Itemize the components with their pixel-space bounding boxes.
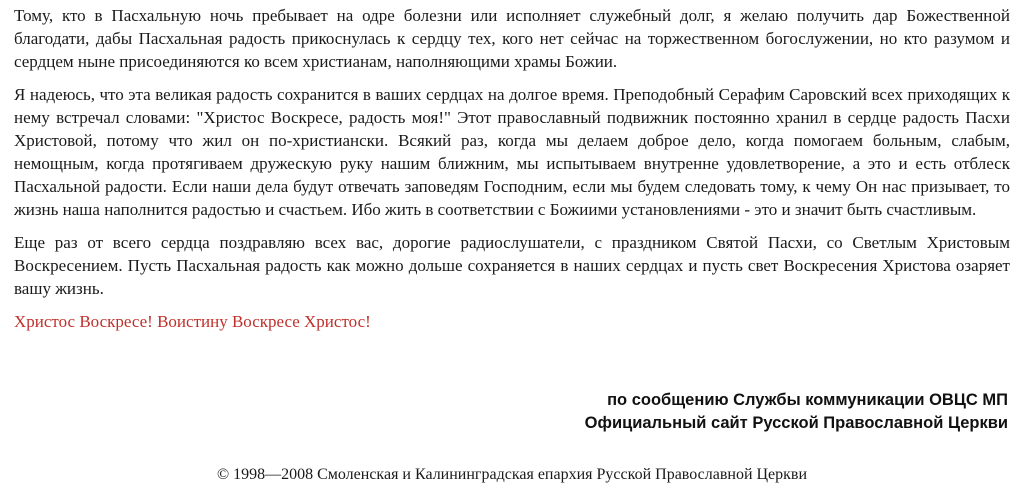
source-line-site: Официальный сайт Русской Православной Церкви [584,414,1008,432]
copyright-footer: © 1998—2008 Смоленская и Калининградская епархия Русской Православной Церкви [216,466,808,483]
easter-greeting: Христос Воскресе! Воистину Воскресе Христос! [14,312,371,331]
source-line-service: по сообщению Службы коммуникации ОВЦС МП [607,391,1008,409]
article-paragraph: Тому, кто в Пасхальную ночь пребывает на одре болезни или исполняет служебный долг, я желаю получить дар Божественной благодати, дабы Пасхальная радость прикоснулась к сердцу тех, кого нет сейчас на торжественном богослужении, но кто разумом и сердцем ныне присоединяются ко всем христианам, наполняющими храмы Божии. [14,6,1010,71]
source-attribution [585,389,1008,435]
article-paragraph: Я надеюсь, что эта великая радость сохранится в ваших сердцах на долгое время. Преподобный Серафим Саровский всех приходящих к нему встречал словами: "Христос Воскресе, радость моя!" Этот православный подвижник постоянно хранил в сердце радость Пасхи Христовой, потому что жил он по-христиански. Всякий раз, когда мы делаем доброе дело, когда помогаем больным, слабым, немощным, когда протягиваем дружескую руку нашим ближним, мы испытываем внутренне удовлетворение, а это и есть отблеск Пасхальной радости. Если наши дела будут отвечать заповедям Господним, если мы будем следовать тому, к чему Он нас призывает, то жизнь наша наполнится радостью и счастьем. Ибо жить в соответствии с Божиими установлениями - это и значит быть счастливым. [14,85,1010,219]
article-body [14,0,1010,333]
article-paragraph: Еще раз от всего сердца поздравляю всех вас, дорогие радиослушатели, с праздником Святой Пасхи, со Светлым Христовым Воскресением. Пусть Пасхальная радость как можно дольше сохраняется в наших сердцах и пусть свет Воскресения Христова озаряет вашу жизнь. [14,233,1010,298]
